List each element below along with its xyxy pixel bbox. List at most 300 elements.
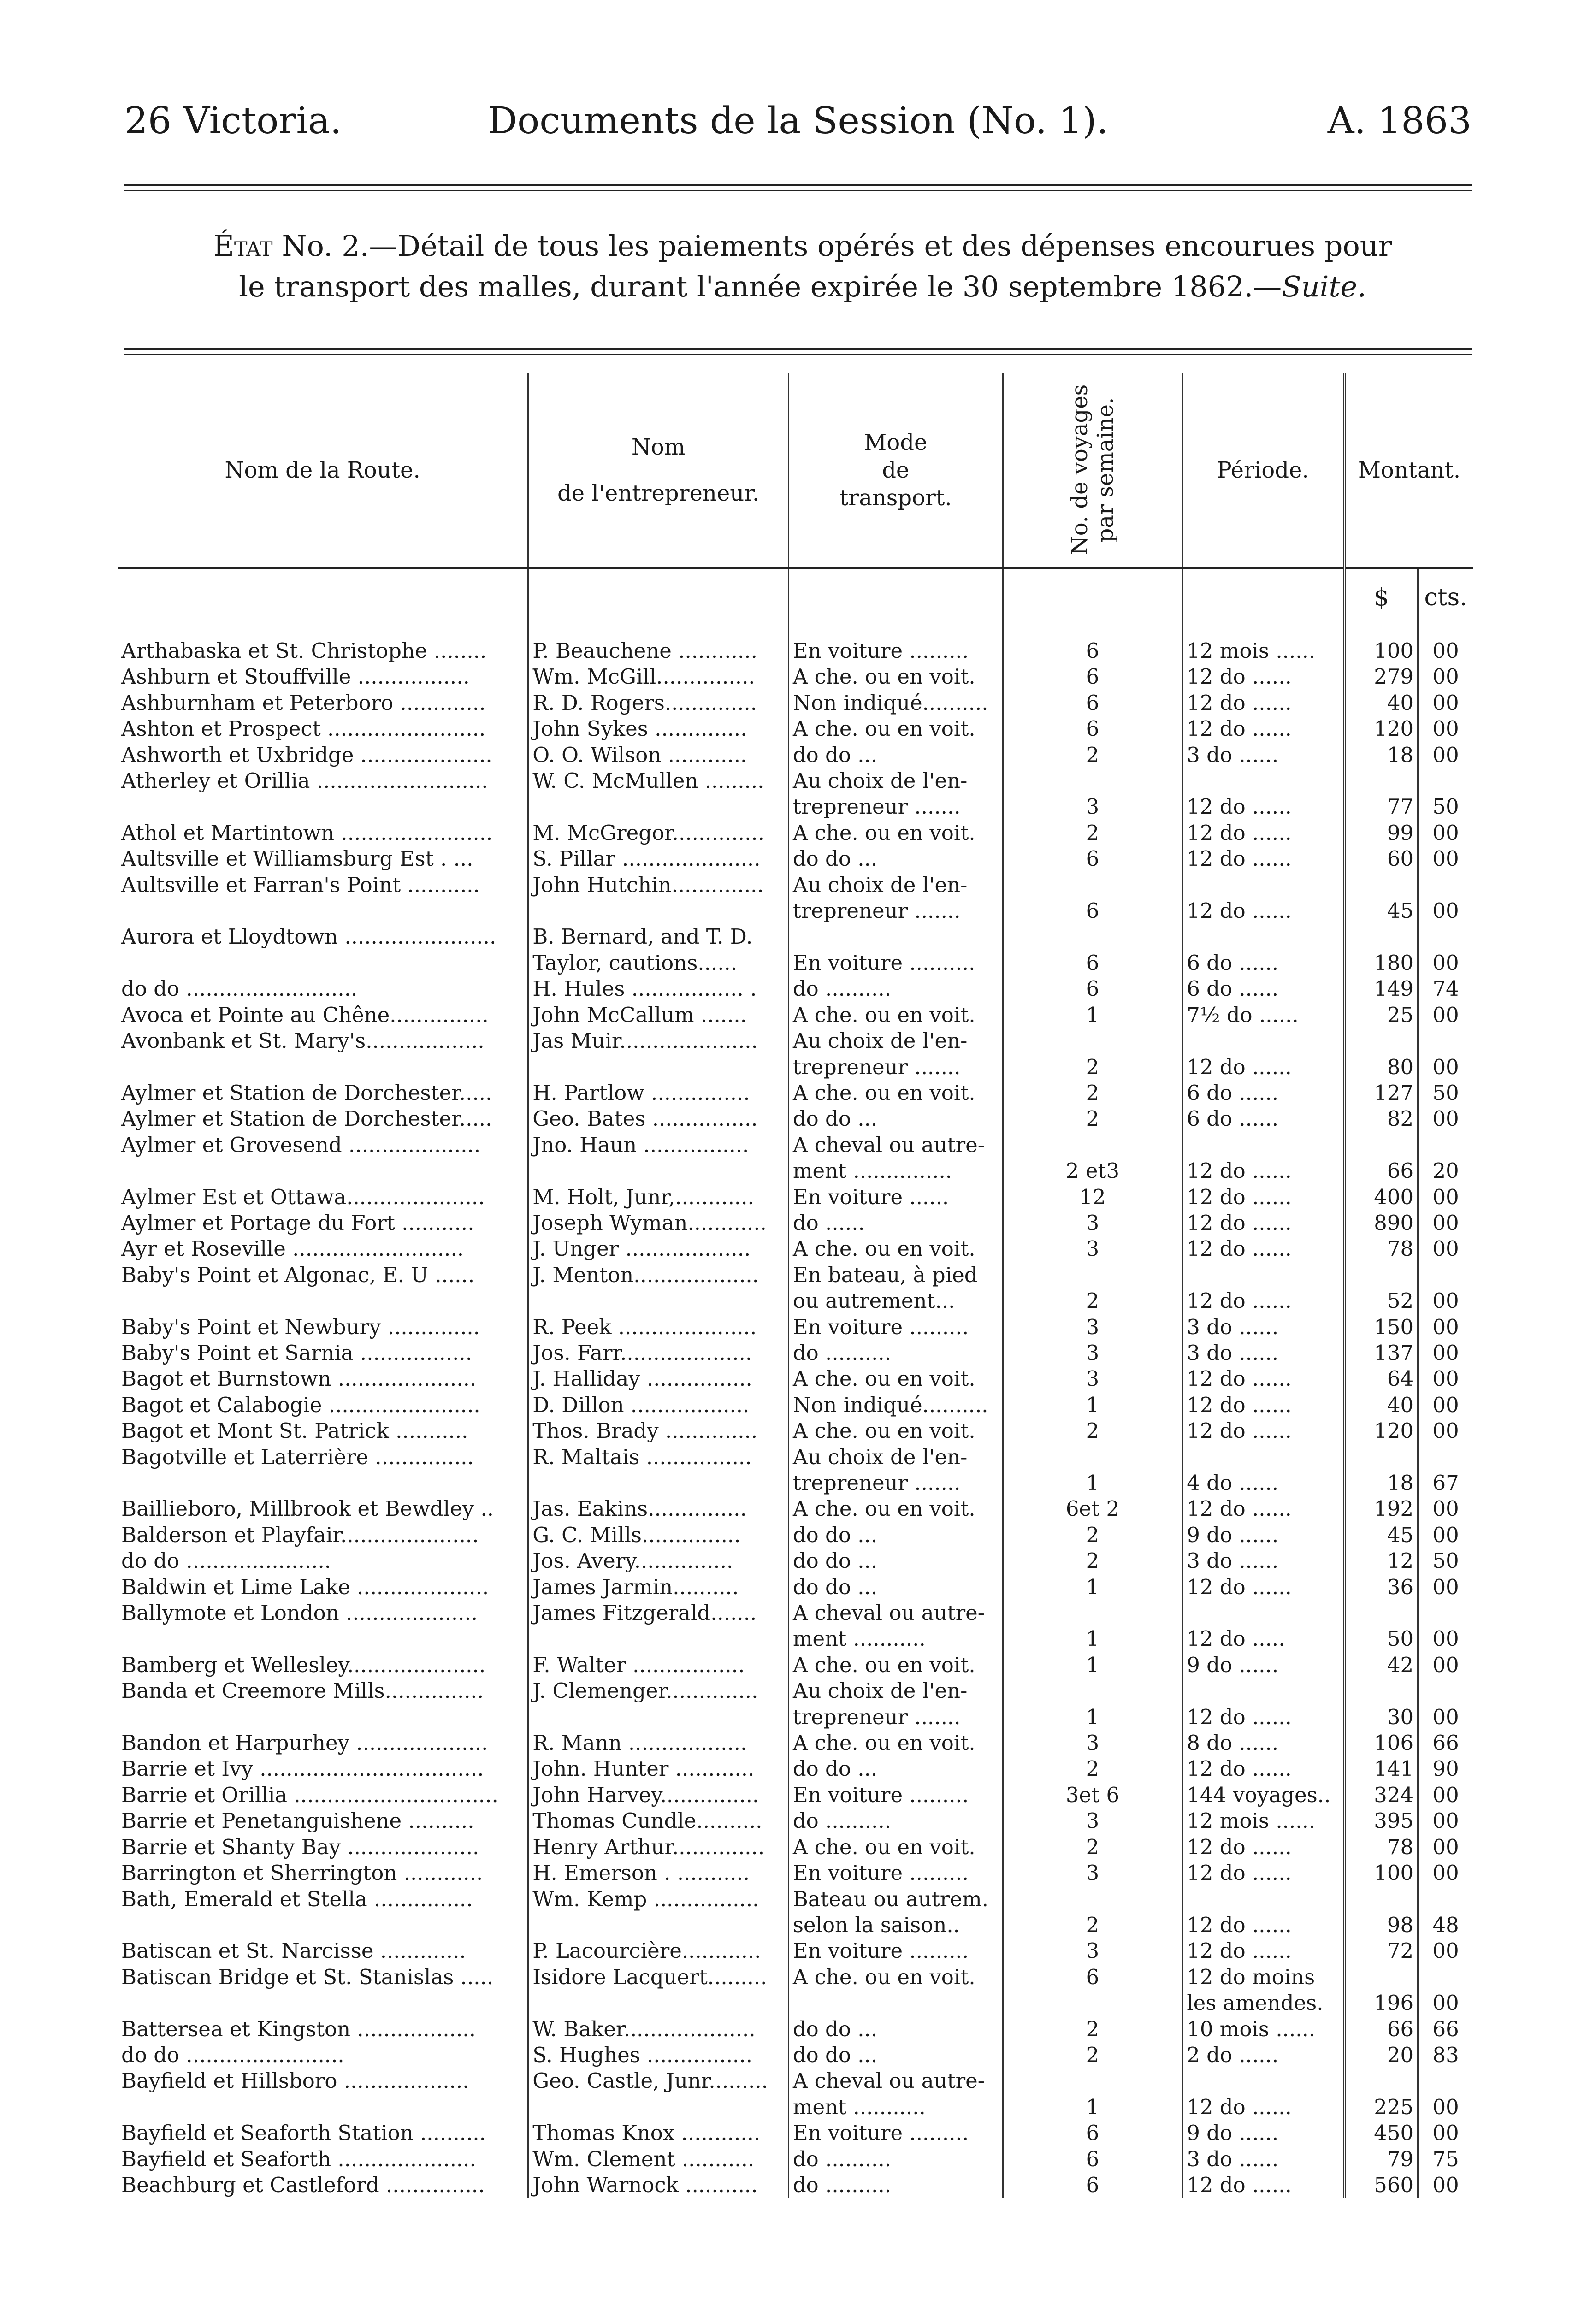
transport-mode: A che. ou en voit. [788,1730,1003,1756]
period: 144 voyages.. [1182,1782,1344,1808]
route-name [118,1470,528,1496]
amount-cents: 00 [1418,1002,1473,1028]
amount-cents: 00 [1418,1210,1473,1236]
transport-mode: A che. ou en voit. [788,1652,1003,1678]
entrepreneur-name: Thomas Cundle.......... [528,1808,789,1834]
transport-mode: do .......... [788,2172,1003,2198]
amount-cents [1418,1028,1473,1054]
period: 3 do ...... [1182,2146,1344,2172]
period: 12 do moins [1182,1964,1344,1990]
period: 12 do ...... [1182,1184,1344,1210]
entrepreneur-name [528,2094,789,2120]
transport-mode: En voiture ......... [788,1314,1003,1340]
amount-cents: 90 [1418,1756,1473,1782]
period [1182,1262,1344,1288]
table-row [118,1470,1473,1496]
amount-dollars: 99 [1344,820,1418,846]
entrepreneur-name: P. Lacourcière............ [528,1938,789,1964]
voyages-per-week: 3 [1003,1938,1182,1964]
col-montant-header: Montant. [1344,373,1473,568]
voyages-per-week: 2 [1003,1418,1182,1444]
amount-dollars: 52 [1344,1288,1418,1314]
table-row [118,1704,1473,1730]
transport-mode: Au choix de l'en- [788,1028,1003,1054]
voyages-per-week: 3 [1003,1340,1182,1366]
table-row [118,1886,1473,1912]
transport-mode: A che. ou en voit. [788,716,1003,742]
transport-mode: En voiture ......... [788,638,1003,664]
col-voyages-line1: No. de voyages [1066,384,1093,556]
route-name: Barrie et Orillia ............................... [121,1782,498,1807]
route-name: Baldwin et Lime Lake .................... [121,1574,489,1599]
transport-mode: A che. ou en voit. [788,664,1003,690]
voyages-per-week: 3 [1003,1210,1182,1236]
voyages-per-week: 6 [1003,2146,1182,2172]
amount-dollars: 50 [1344,1626,1418,1652]
table-row [118,2016,1473,2042]
amount-dollars: 25 [1344,1002,1418,1028]
amount-cents [1418,1964,1473,1990]
voyages-per-week: 1 [1003,1392,1182,1418]
period [1182,1678,1344,1704]
entrepreneur-name: Jas. Eakins............... [528,1496,789,1522]
route-name [118,1626,528,1652]
period: 12 do ...... [1182,1210,1344,1236]
entrepreneur-name: Henry Arthur.............. [528,1834,789,1860]
transport-mode: A che. ou en voit. [788,1418,1003,1444]
amount-cents: 00 [1418,1522,1473,1548]
route-name: Atherley et Orillia .......................... [121,768,488,793]
entrepreneur-name: J. Unger ................... [528,1236,789,1262]
voyages-per-week: 1 [1003,1574,1182,1600]
entrepreneur-name: John. Hunter ............ [528,1756,789,1782]
entrepreneur-name: R. Mann .................. [528,1730,789,1756]
voyages-per-week: 6 [1003,846,1182,872]
amount-dollars [1344,1886,1418,1912]
entrepreneur-name: R. Maltais ................ [528,1444,789,1470]
period: 12 do ...... [1182,1236,1344,1262]
voyages-per-week: 1 [1003,1470,1182,1496]
transport-mode [788,924,1003,950]
amount-dollars: 78 [1344,1236,1418,1262]
transport-mode: ment ........... [788,1626,1003,1652]
transport-mode: do .......... [788,1808,1003,1834]
mail-payments-table [118,373,1473,2198]
voyages-per-week: 1 [1003,1704,1182,1730]
transport-mode: trepreneur ....... [788,1704,1003,1730]
amount-cents: 75 [1418,2146,1473,2172]
table-unit-row [118,568,1473,610]
amount-cents: 00 [1418,1860,1473,1886]
period: 12 do ...... [1182,1288,1344,1314]
period: 12 do ..... [1182,1626,1344,1652]
amount-dollars: 149 [1344,976,1418,1002]
amount-cents: 00 [1418,1054,1473,1080]
route-name: Aylmer Est et Ottawa..................... [121,1184,485,1209]
amount-cents: 67 [1418,1470,1473,1496]
title-line-1-text: No. 2.—Détail de tous les paiements opérés et des dépenses encourues pour [282,229,1392,263]
entrepreneur-name: M. McGregor.............. [528,820,789,846]
amount-cents [1418,872,1473,898]
table-body [118,638,1473,2198]
amount-dollars: 225 [1344,2094,1418,2120]
entrepreneur-name [528,1990,789,2016]
period: 6 do ...... [1182,1080,1344,1106]
amount-cents [1418,1678,1473,1704]
table-row [118,1132,1473,1158]
amount-cents: 00 [1418,2120,1473,2146]
entrepreneur-name: D. Dillon .................. [528,1392,789,1418]
transport-mode: ou autrement... [788,1288,1003,1314]
entrepreneur-name: W. C. McMullen ......... [528,768,789,794]
table-row [118,1054,1473,1080]
period: 12 do ...... [1182,1366,1344,1392]
route-name: Aylmer et Station de Dorchester..... [121,1080,492,1105]
table-row [118,1366,1473,1392]
voyages-per-week: 2 [1003,1548,1182,1574]
entrepreneur-name: H. Partlow ............... [528,1080,789,1106]
table-row [118,1912,1473,1938]
entrepreneur-name: R. Peek ..................... [528,1314,789,1340]
amount-dollars: 36 [1344,1574,1418,1600]
period: 3 do ...... [1182,1340,1344,1366]
amount-dollars: 180 [1344,950,1418,976]
amount-cents: 00 [1418,1106,1473,1132]
voyages-per-week: 12 [1003,1184,1182,1210]
route-name: Aylmer et Station de Dorchester..... [121,1106,492,1131]
period: 12 do ...... [1182,2094,1344,2120]
voyages-per-week [1003,1886,1182,1912]
title-suite: Suite. [1282,270,1366,303]
table-row [118,872,1473,898]
entrepreneur-name [528,1288,789,1314]
route-name: Aultsville et Farran's Point ........... [121,872,480,897]
period: 12 do ...... [1182,1860,1344,1886]
table-row [118,2094,1473,2120]
transport-mode: trepreneur ....... [788,1470,1003,1496]
table-row [118,2146,1473,2172]
table-row [118,1262,1473,1288]
voyages-per-week: 2 [1003,1288,1182,1314]
table-row [118,1756,1473,1782]
route-name: Ashworth et Uxbridge .................... [121,742,492,767]
title-line-1 [124,226,1481,266]
route-name: Baby's Point et Sarnia ................. [121,1340,473,1365]
voyages-per-week [1003,1262,1182,1288]
route-name: Ayr et Roseville .......................... [121,1236,464,1261]
transport-mode: En voiture ......... [788,2120,1003,2146]
table-row [118,1418,1473,1444]
period: 12 do ...... [1182,820,1344,846]
table-row [118,664,1473,690]
table-row [118,2042,1473,2068]
voyages-per-week: 3 [1003,794,1182,820]
voyages-per-week: 3 [1003,1808,1182,1834]
period: 12 do ...... [1182,1158,1344,1184]
amount-cents: 66 [1418,1730,1473,1756]
period: 12 do ...... [1182,1834,1344,1860]
route-name: Batiscan et St. Narcisse ............. [121,1939,466,1963]
amount-cents: 00 [1418,898,1473,924]
amount-cents: 00 [1418,2094,1473,2120]
amount-dollars: 100 [1344,1860,1418,1886]
entrepreneur-name: B. Bernard, and T. D. [528,924,789,950]
entrepreneur-name: John Sykes .............. [528,716,789,742]
amount-dollars: 12 [1344,1548,1418,1574]
voyages-per-week [1003,1444,1182,1470]
table-row [118,1028,1473,1054]
amount-dollars: 66 [1344,1158,1418,1184]
table-row [118,1626,1473,1652]
table-row [118,1236,1473,1262]
route-name: Avoca et Pointe au Chêne............... [121,1002,489,1027]
period: 12 do ...... [1182,1574,1344,1600]
table-row [118,1106,1473,1132]
amount-cents: 00 [1418,1652,1473,1678]
transport-mode: do do ... [788,1574,1003,1600]
col-mode-line1: Mode [864,430,928,455]
entrepreneur-name: F. Walter ................. [528,1652,789,1678]
period [1182,1028,1344,1054]
table-row [118,1964,1473,1990]
amount-cents: 00 [1418,1782,1473,1808]
table-row [118,846,1473,872]
table-row [118,2068,1473,2094]
amount-cents: 83 [1418,2042,1473,2068]
voyages-per-week: 6 [1003,716,1182,742]
period: 10 mois ...... [1182,2016,1344,2042]
voyages-per-week [1003,1132,1182,1158]
voyages-per-week: 2 [1003,1080,1182,1106]
transport-mode: do do ... [788,1756,1003,1782]
table-row [118,1314,1473,1340]
amount-dollars [1344,1964,1418,1990]
table-row [118,898,1473,924]
table-row [118,1678,1473,1704]
amount-cents [1418,1132,1473,1158]
transport-mode: do .......... [788,1340,1003,1366]
voyages-per-week: 6 [1003,1964,1182,1990]
transport-mode: A che. ou en voit. [788,1002,1003,1028]
entrepreneur-name: W. Baker.................... [528,2016,789,2042]
amount-dollars: 42 [1344,1652,1418,1678]
route-name: Arthabaska et St. Christophe ........ [121,638,487,663]
route-name: Baillieboro, Millbrook et Bewdley .. [121,1496,494,1521]
transport-mode: do do ... [788,2016,1003,2042]
period: 12 do ...... [1182,2172,1344,2198]
amount-cents: 00 [1418,742,1473,768]
entrepreneur-name: John Warnock ........... [528,2172,789,2198]
period: 12 do ...... [1182,1418,1344,1444]
amount-dollars [1344,872,1418,898]
table-row [118,1834,1473,1860]
amount-dollars: 324 [1344,1782,1418,1808]
amount-cents: 00 [1418,716,1473,742]
table-title [124,226,1481,307]
entrepreneur-name [528,1158,789,1184]
amount-dollars: 279 [1344,664,1418,690]
transport-mode: A che. ou en voit. [788,1496,1003,1522]
header-rule-bottom [124,190,1472,191]
period [1182,1444,1344,1470]
period: 12 do ...... [1182,716,1344,742]
amount-dollars [1344,2068,1418,2094]
entrepreneur-name: John Harvey............... [528,1782,789,1808]
transport-mode: A che. ou en voit. [788,1366,1003,1392]
period: 6 do ...... [1182,950,1344,976]
amount-dollars: 82 [1344,1106,1418,1132]
amount-cents: 00 [1418,1392,1473,1418]
amount-cents [1418,1262,1473,1288]
entrepreneur-name: J. Clemenger.............. [528,1678,789,1704]
route-name: Bagot et Burnstown ..................... [121,1366,477,1391]
period: 12 mois ...... [1182,1808,1344,1834]
amount-cents: 20 [1418,1158,1473,1184]
period: 3 do ...... [1182,1548,1344,1574]
period: 3 do ...... [1182,742,1344,768]
amount-cents: 00 [1418,1704,1473,1730]
transport-mode: trepreneur ....... [788,1054,1003,1080]
amount-dollars: 137 [1344,1340,1418,1366]
col-cents-header: cts. [1418,568,1473,610]
amount-cents: 00 [1418,1990,1473,2016]
entrepreneur-name: P. Beauchene ............ [528,638,789,664]
entrepreneur-name: M. Holt, Junr,............ [528,1184,789,1210]
amount-dollars: 40 [1344,690,1418,716]
amount-dollars: 141 [1344,1756,1418,1782]
transport-mode: En voiture .......... [788,950,1003,976]
table-row [118,1158,1473,1184]
table-row [118,794,1473,820]
period [1182,872,1344,898]
col-periode-header: Période. [1182,373,1344,568]
period [1182,2068,1344,2094]
table-header-row [118,373,1473,568]
table-row [118,1288,1473,1314]
amount-dollars: 98 [1344,1912,1418,1938]
route-name: do do .......................... [121,976,358,1001]
transport-mode: A che. ou en voit. [788,820,1003,846]
amount-dollars: 77 [1344,794,1418,820]
table-row [118,742,1473,768]
col-dollar-header: $ [1344,568,1418,610]
transport-mode: trepreneur ....... [788,898,1003,924]
voyages-per-week: 6 [1003,664,1182,690]
period: 12 do ...... [1182,1912,1344,1938]
voyages-per-week: 6 [1003,976,1182,1002]
amount-dollars [1344,768,1418,794]
voyages-per-week: 2 [1003,1054,1182,1080]
period [1182,924,1344,950]
route-name [118,1054,528,1080]
entrepreneur-name: Taylor, cautions...... [528,950,789,976]
voyages-per-week [1003,1028,1182,1054]
entrepreneur-name: Isidore Lacquert......... [528,1964,789,1990]
amount-dollars: 45 [1344,898,1418,924]
table-row [118,1860,1473,1886]
entrepreneur-name [528,898,789,924]
voyages-per-week: 2 [1003,1522,1182,1548]
period: 4 do ...... [1182,1470,1344,1496]
table-row [118,768,1473,794]
voyages-per-week: 2 [1003,1106,1182,1132]
route-name: Baby's Point et Algonac, E. U ...... [121,1262,475,1287]
period: 12 do ...... [1182,1704,1344,1730]
route-name [118,1158,528,1184]
route-name [118,1990,528,2016]
amount-cents: 00 [1418,1496,1473,1522]
transport-mode [788,1990,1003,2016]
amount-cents: 50 [1418,1548,1473,1574]
transport-mode: do ...... [788,1210,1003,1236]
table-row [118,924,1473,950]
amount-cents: 50 [1418,794,1473,820]
amount-dollars: 450 [1344,2120,1418,2146]
table-rule-top [124,348,1472,350]
amount-cents: 00 [1418,1366,1473,1392]
voyages-per-week [1003,872,1182,898]
transport-mode: Bateau ou autrem. [788,1886,1003,1912]
period: 12 do ...... [1182,690,1344,716]
route-name: do do ........................ [121,2042,344,2067]
voyages-per-week [1003,1990,1182,2016]
amount-cents: 00 [1418,1626,1473,1652]
period: 12 do ...... [1182,794,1344,820]
voyages-per-week: 2 et3 [1003,1158,1182,1184]
amount-dollars: 60 [1344,846,1418,872]
amount-cents [1418,924,1473,950]
table-row [118,1782,1473,1808]
voyages-per-week: 3 [1003,1366,1182,1392]
table-row [118,1002,1473,1028]
entrepreneur-name: Thomas Knox ............ [528,2120,789,2146]
amount-cents: 50 [1418,1080,1473,1106]
amount-dollars: 196 [1344,1990,1418,2016]
route-name: Banda et Creemore Mills............... [121,1679,484,1703]
route-name: Barrie et Shanty Bay .................... [121,1834,479,1859]
amount-dollars: 560 [1344,2172,1418,2198]
entrepreneur-name [528,1054,789,1080]
table-row [118,1496,1473,1522]
col-mode-line3: transport. [839,485,952,511]
voyages-per-week [1003,1678,1182,1704]
amount-cents: 00 [1418,1314,1473,1340]
voyages-per-week [1003,1600,1182,1626]
entrepreneur-name: Wm. McGill............... [528,664,789,690]
route-name: Bamberg et Wellesley..................... [121,1652,486,1677]
col-voyages-header [1003,373,1182,568]
period: les amendes. [1182,1990,1344,2016]
period: 8 do ...... [1182,1730,1344,1756]
col-voyages-vertical [1067,384,1118,555]
voyages-per-week: 1 [1003,1652,1182,1678]
transport-mode: do do ... [788,1522,1003,1548]
amount-cents [1418,1444,1473,1470]
amount-cents: 00 [1418,1938,1473,1964]
amount-cents: 00 [1418,846,1473,872]
col-entrepreneur-header [528,373,789,568]
entrepreneur-name [528,1912,789,1938]
amount-cents [1418,1886,1473,1912]
period: 7½ do ...... [1182,1002,1344,1028]
amount-cents: 00 [1418,690,1473,716]
route-name: Avonbank et St. Mary's.................. [121,1028,485,1053]
route-name: Bagot et Calabogie ....................... [121,1392,480,1417]
route-name: Baby's Point et Newbury .............. [121,1314,480,1339]
period: 9 do ...... [1182,2120,1344,2146]
entrepreneur-name [528,1704,789,1730]
amount-dollars: 120 [1344,716,1418,742]
